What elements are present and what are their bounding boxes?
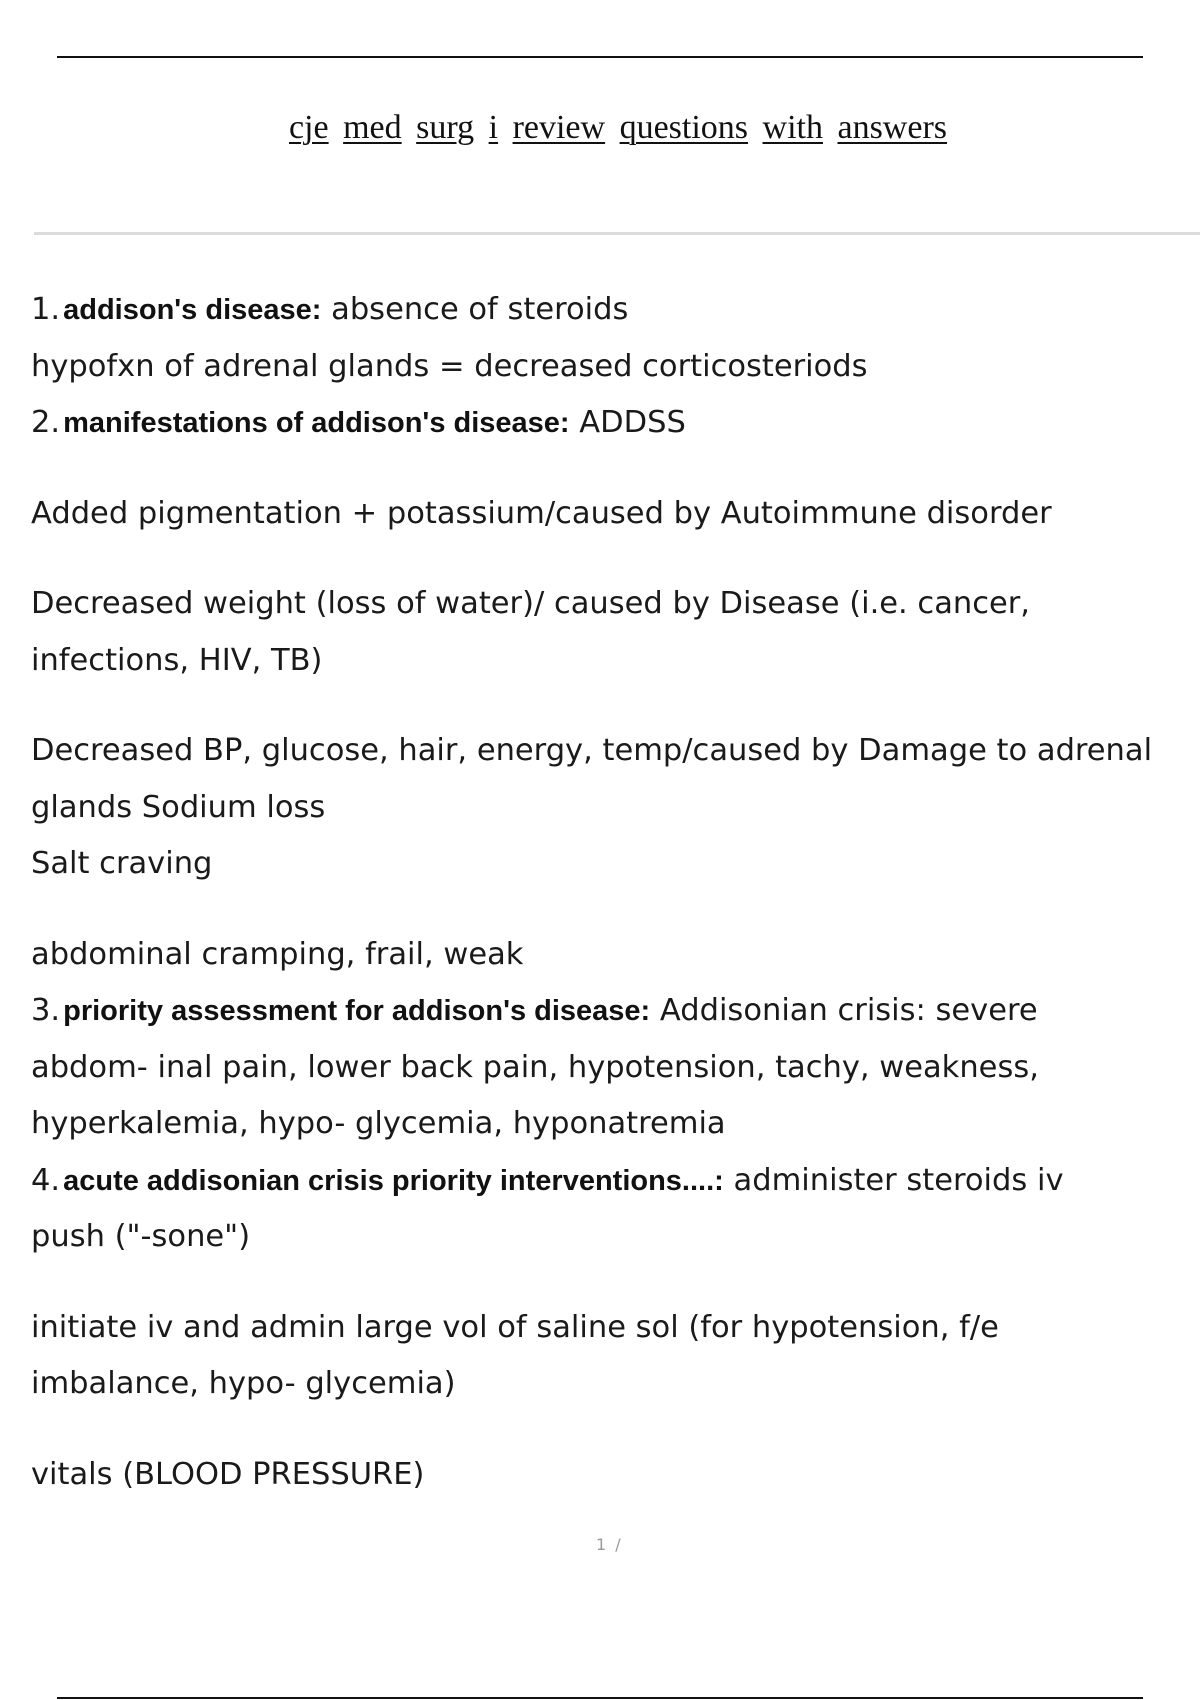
title-word[interactable]: review — [512, 109, 606, 146]
answer-line: hypofxn of adrenal glands = decreased corticosteriods — [31, 348, 868, 384]
question-number: 1. — [31, 292, 61, 327]
answer-line: Salt craving — [31, 846, 213, 881]
question-number: 2. — [31, 405, 61, 440]
paragraph-gap — [31, 1266, 1200, 1300]
paragraph-gap — [31, 893, 1200, 927]
answer-text: ADDSS — [569, 405, 686, 440]
top-rule — [57, 56, 1143, 58]
answer-line: infections, HIV, TB) — [31, 642, 323, 678]
document-body — [31, 282, 1200, 1503]
question-text: acute addisonian crisis priority interventions....: — [63, 1164, 724, 1197]
answer-line: push ("-sone") — [31, 1219, 251, 1254]
paragraph-gap — [31, 1413, 1200, 1447]
answer-line: abdom- inal pain, lower back pain, hypotension, tachy, weakness, — [31, 1049, 1039, 1085]
answer-line: Decreased weight (loss of water)/ caused by Disease (i.e. cancer, — [31, 586, 1030, 621]
title-word[interactable]: questions — [619, 109, 749, 146]
answer-line: Added pigmentation + potassium/caused by Autoimmune disorder — [31, 495, 1052, 531]
question-text: manifestations of addison's disease: — [63, 407, 570, 439]
title-word[interactable]: answers — [837, 109, 948, 146]
title-word[interactable]: med — [343, 109, 402, 146]
title-word[interactable]: surg — [416, 109, 475, 146]
question-number: 4. — [31, 1162, 61, 1198]
title-word[interactable]: with — [762, 109, 823, 146]
answer-line: Decreased BP, glucose, hair, energy, temp/caused by Damage to adrenal — [31, 733, 1153, 768]
paragraph-gap — [31, 542, 1200, 576]
title-word[interactable]: i — [488, 109, 499, 146]
question-2 — [31, 395, 1200, 452]
answer-text: absence of steroids — [321, 292, 629, 327]
answer-text: administer steroids iv — [723, 1162, 1064, 1198]
answer-line: imbalance, hypo- glycemia) — [31, 1366, 456, 1401]
page-number: 1 / — [596, 1535, 623, 1554]
answer-text: Addisonian crisis: severe — [650, 993, 1038, 1028]
question-text: priority assessment for addison's disease: — [63, 995, 651, 1027]
paragraph-gap — [31, 452, 1200, 486]
document-title — [0, 106, 1200, 150]
paragraph-gap — [31, 689, 1200, 723]
question-3 — [31, 983, 1200, 1040]
answer-line: initiate iv and admin large vol of saline sol (for hypotension, f/e — [31, 1309, 999, 1345]
bottom-rule — [57, 1697, 1143, 1699]
answer-line: glands Sodium loss — [31, 789, 326, 825]
question-number: 3. — [31, 993, 61, 1028]
answer-line: abdominal cramping, frail, weak — [31, 936, 524, 972]
question-1 — [31, 282, 1200, 339]
answer-line: vitals (BLOOD PRESSURE) — [31, 1456, 425, 1492]
question-4 — [31, 1153, 1200, 1210]
question-text: addison's disease: — [63, 294, 322, 326]
answer-line: hyperkalemia, hypo- glycemia, hyponatremia — [31, 1106, 726, 1141]
header-divider — [34, 232, 1200, 235]
title-word[interactable]: cje — [288, 109, 329, 146]
